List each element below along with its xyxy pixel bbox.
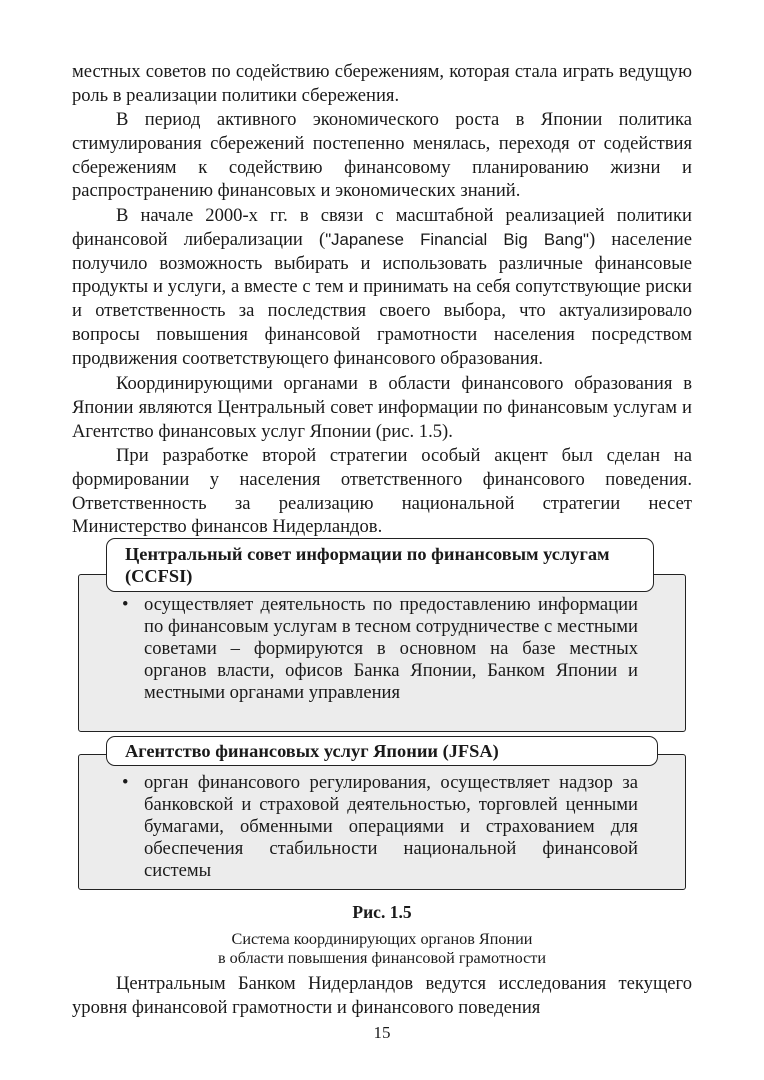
paragraph-3: [72, 204, 692, 371]
paragraph-5: При разработке второй стратегии особый акцент был сделан на формировании у населения ответственного финансового поведения. Ответственность за реализацию национальной стратегии несет Министерство финансов Нидерландов.: [72, 445, 692, 538]
figure-caption-line-2: в области повышения финансовой грамотности: [217, 949, 547, 967]
paragraph-4: Координирующими органами в области финансового образования в Японии являются Центральный совет информации по финансовым услугам и Агентство финансовых услуг Японии (рис. 1.5).: [72, 373, 692, 442]
paragraph-6: Центральным Банком Нидерландов ведутся исследования текущего уровня финансовой грамотности и финансового поведения: [72, 973, 692, 1018]
paragraph-1: местных советов по содействию сбережениям, которая стала играть ведущую роль в реализации политики сбережения.: [72, 61, 692, 106]
box-jfsa-text: орган финансового регулирования, осуществляет надзор за банковской и страховой деятельностью, торговлей ценными бумагами, обменными операциями и страхованием для обеспечения стабильности национальной финансовой системы: [144, 772, 638, 881]
page-number: 15: [373, 1023, 391, 1042]
box-jfsa-title: Агентство финансовых услуг Японии (JFSA): [106, 736, 658, 766]
figure-caption-line-1: Система координирующих органов Японии: [231, 930, 533, 948]
paragraph-3-quote: "Japanese Financial Big Bang": [325, 229, 590, 249]
bullet-dot: •: [122, 772, 129, 793]
paragraph-3-part-c: ) население получило возможность выбирать и использовать различные финансовые продукты и услуги, а вместе с тем и принимать на себя сопутствующие риски и ответственность за последствия своего выбора, что актуализировало вопросы повышения финансовой грамотности населения посредством продвижения соответствующего финансового образования.: [72, 228, 692, 369]
paragraph-2: В период активного экономического роста в Японии политика стимулирования сбережений постепенно менялась, переходя от содействия сбережениям к содействию финансовому планированию жизни и распространению финансовых и экономических знаний.: [72, 109, 692, 202]
box-ccfsi-bullet: [122, 594, 638, 704]
box-jfsa-bullet: [122, 772, 638, 882]
box-ccfsi-title: Центральный совет информации по финансовым услугам (CCFSI): [106, 538, 654, 592]
bullet-dot: •: [122, 594, 129, 615]
box-ccfsi-text: осуществляет деятельность по предоставлению информации по финансовым услугам в тесном сотрудничестве с местными советами – формируются в основном на базе местных органов власти, офисов Банка Японии, Банком Японии и местными органами управления: [144, 594, 638, 703]
paragraph-3-part-a: В начале 2000-х гг. в связи с масштабной реализацией политики финансовой либерализации (: [72, 205, 692, 250]
figure-caption-title: Рис. 1.5: [352, 902, 412, 922]
